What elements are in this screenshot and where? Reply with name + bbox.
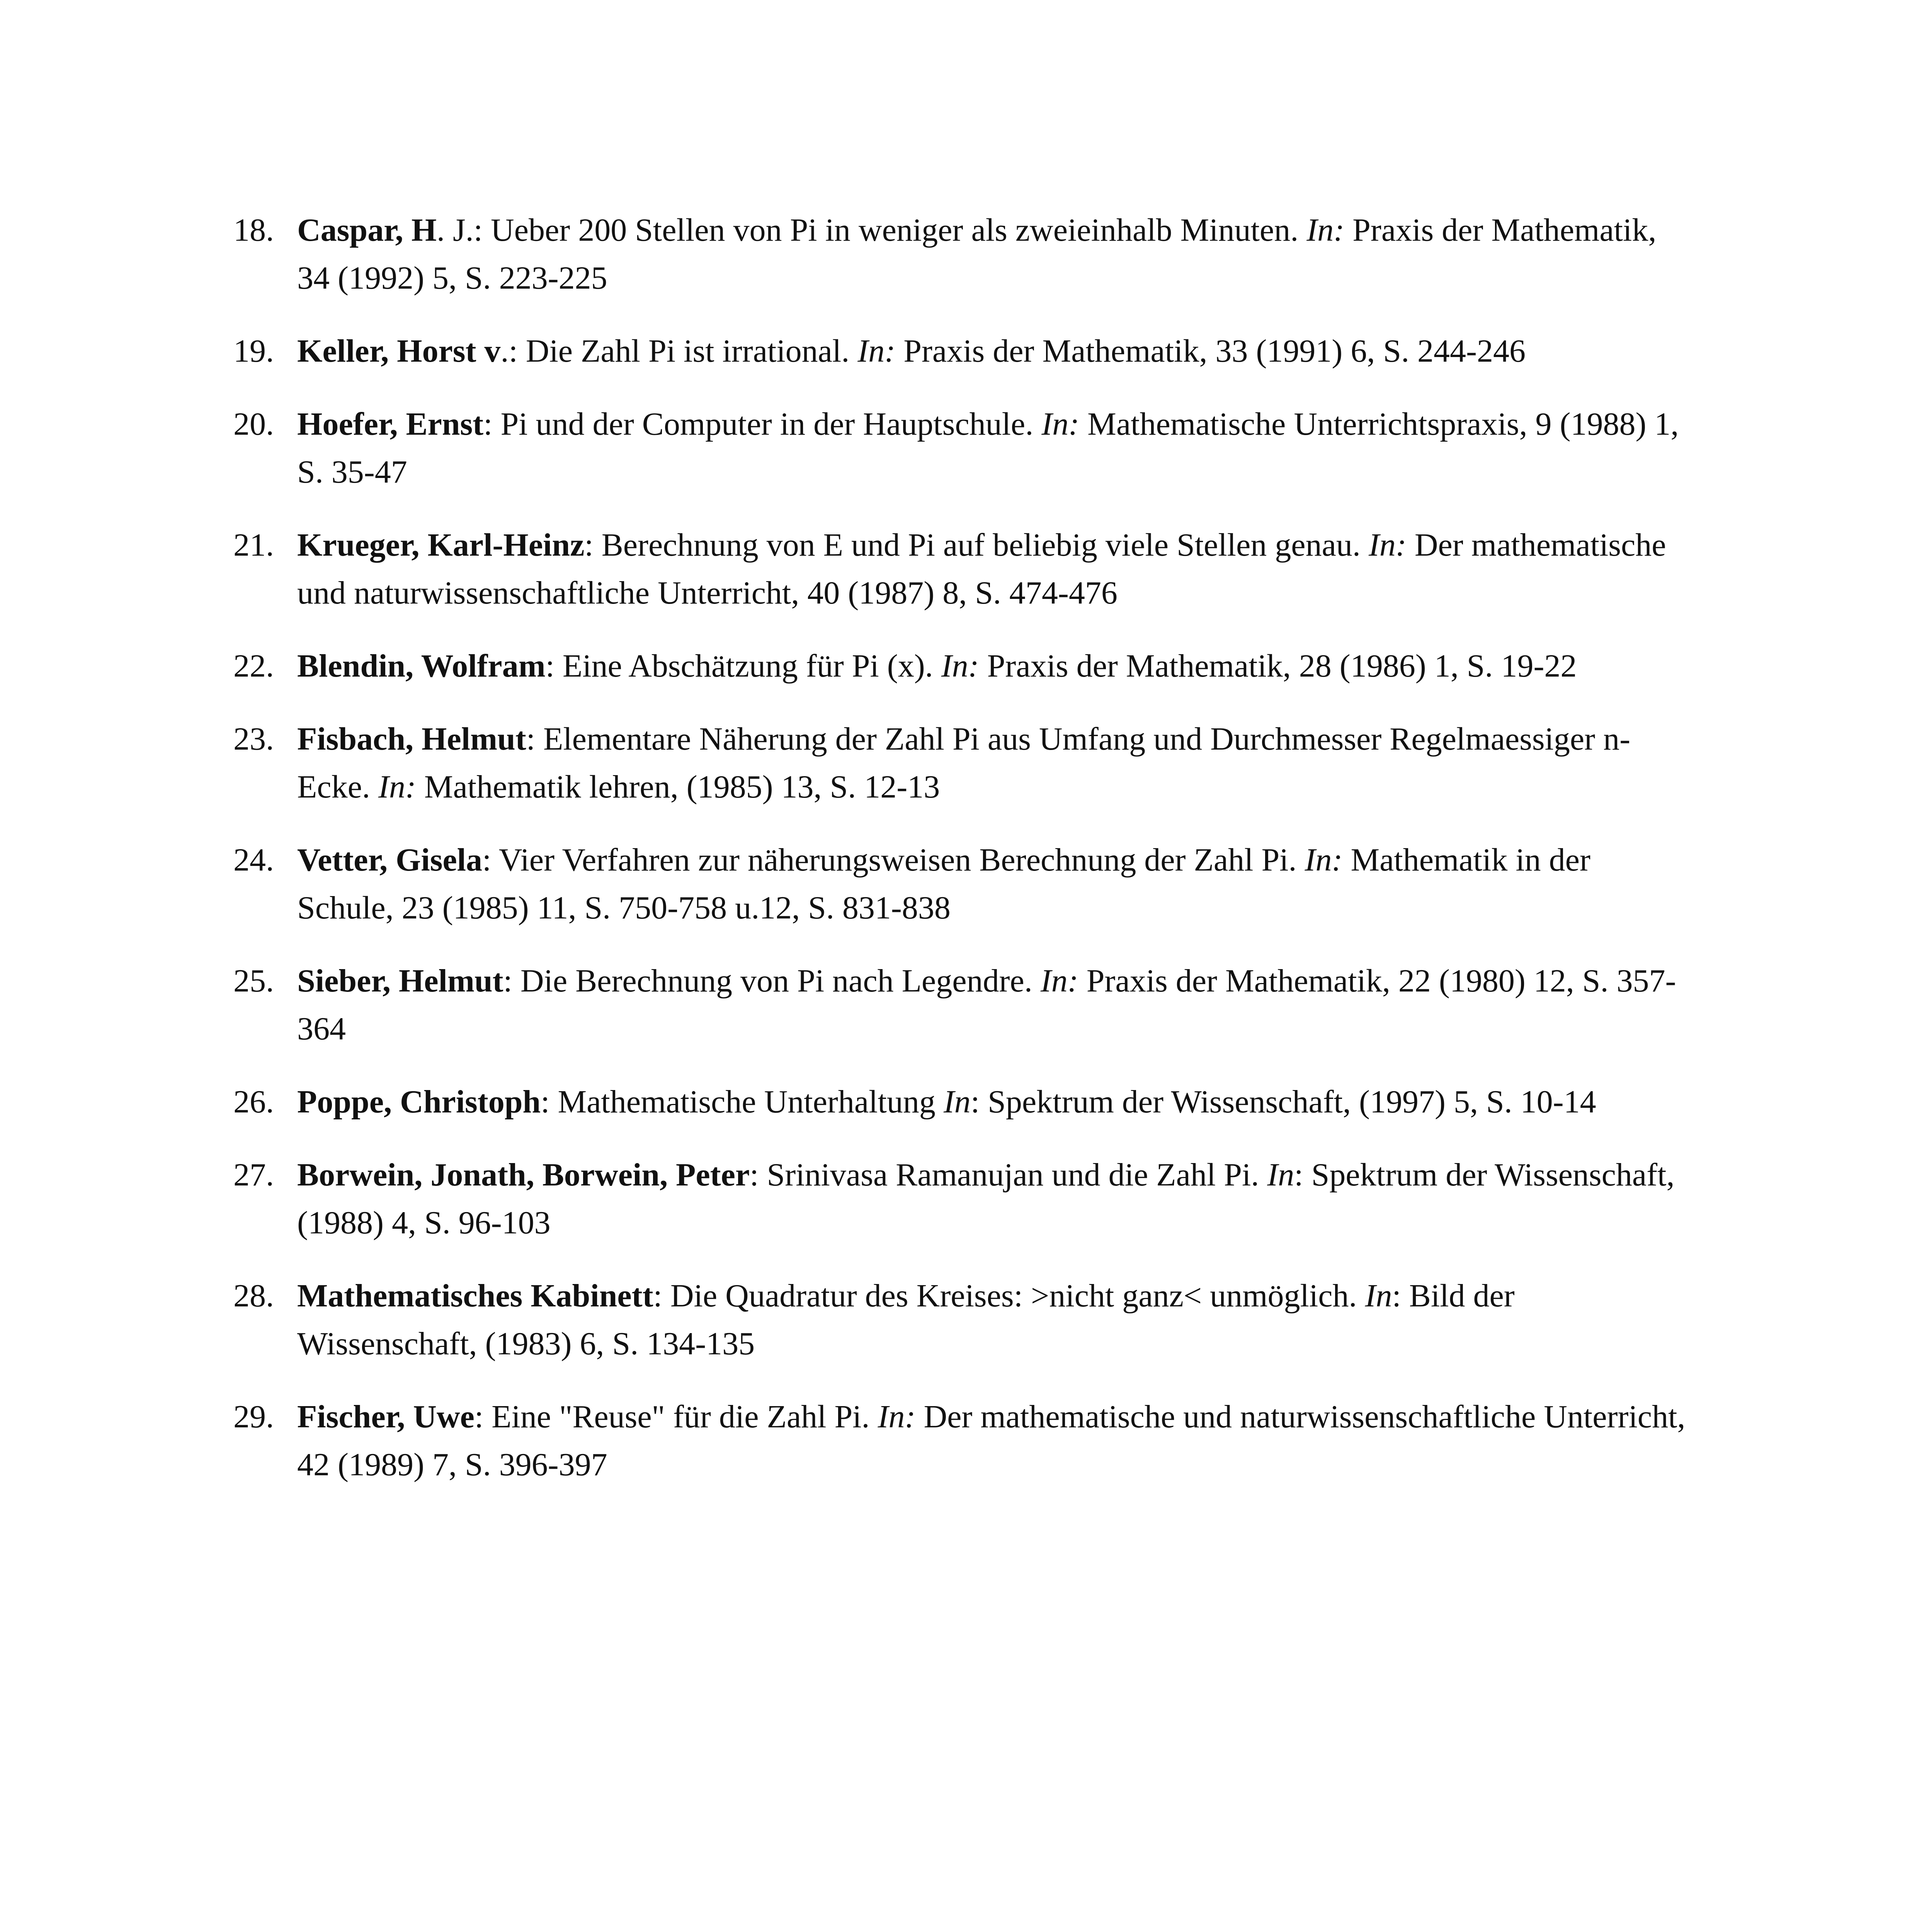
reference-title: . J.: Ueber 200 Stellen von Pi in weniger als zweieinhalb Minuten. bbox=[436, 212, 1307, 248]
reference-item bbox=[233, 715, 1694, 811]
reference-author: Mathematisches Kabinett bbox=[297, 1278, 653, 1314]
reference-title: .: Die Zahl Pi ist irrational. bbox=[500, 333, 858, 369]
reference-number: 18. bbox=[233, 212, 274, 248]
reference-source: : Spektrum der Wissenschaft, (1988) 4, S. 96-103 bbox=[297, 1157, 1675, 1241]
reference-list bbox=[233, 206, 1694, 1514]
reference-title: : Eine "Reuse" für die Zahl Pi. bbox=[474, 1399, 878, 1435]
reference-item bbox=[233, 400, 1694, 496]
reference-source: : Bild der Wissenschaft, (1983) 6, S. 134-135 bbox=[297, 1278, 1515, 1362]
reference-author: Hoefer, Ernst bbox=[297, 406, 484, 442]
reference-in-label: In: bbox=[878, 1399, 916, 1435]
reference-number: 26. bbox=[233, 1084, 274, 1120]
reference-title: : Mathematische Unterhaltung bbox=[541, 1084, 944, 1120]
reference-item bbox=[233, 1078, 1694, 1126]
reference-title: : Die Quadratur des Kreises: >nicht ganz< unmöglich. bbox=[653, 1278, 1365, 1314]
reference-item bbox=[233, 957, 1694, 1053]
reference-number: 29. bbox=[233, 1399, 274, 1435]
reference-author: Borwein, Jonath, Borwein, Peter bbox=[297, 1157, 750, 1193]
reference-item bbox=[233, 327, 1694, 375]
reference-title: : Berechnung von E und Pi auf beliebig viele Stellen genau. bbox=[584, 527, 1369, 563]
reference-item bbox=[233, 206, 1694, 302]
reference-title: : Elementare Näherung der Zahl Pi aus Umfang und Durchmesser Regelmaessiger n-Ecke. bbox=[297, 721, 1631, 805]
reference-title: : Die Berechnung von Pi nach Legendre. bbox=[503, 963, 1041, 999]
reference-number: 22. bbox=[233, 648, 274, 684]
reference-source: Mathematik in der Schule, 23 (1985) 11, S. 750-758 u.12, S. 831-838 bbox=[297, 842, 1590, 926]
reference-in-label: In bbox=[943, 1084, 971, 1120]
reference-title: : Srinivasa Ramanujan und die Zahl Pi. bbox=[750, 1157, 1267, 1193]
reference-item bbox=[233, 1151, 1694, 1247]
reference-author: Vetter, Gisela bbox=[297, 842, 483, 878]
reference-number: 23. bbox=[233, 721, 274, 757]
reference-in-label: In: bbox=[857, 333, 896, 369]
reference-item bbox=[233, 521, 1694, 617]
reference-in-label: In: bbox=[1306, 212, 1345, 248]
reference-in-label: In: bbox=[378, 769, 416, 805]
reference-in-label: In bbox=[1267, 1157, 1294, 1193]
reference-author: Fisbach, Helmut bbox=[297, 721, 526, 757]
reference-number: 20. bbox=[233, 406, 274, 442]
reference-source: : Spektrum der Wissenschaft, (1997) 5, S. 10-14 bbox=[970, 1084, 1596, 1120]
reference-in-label: In bbox=[1365, 1278, 1392, 1314]
reference-in-label: In: bbox=[1040, 963, 1078, 999]
reference-author: Keller, Horst v bbox=[297, 333, 501, 369]
reference-source: Praxis der Mathematik, 34 (1992) 5, S. 223-225 bbox=[297, 212, 1657, 296]
reference-number: 19. bbox=[233, 333, 274, 369]
reference-source: Praxis der Mathematik, 28 (1986) 1, S. 19-22 bbox=[979, 648, 1577, 684]
reference-source: Praxis der Mathematik, 22 (1980) 12, S. 357-364 bbox=[297, 963, 1676, 1047]
reference-title: : Eine Abschätzung für Pi (x). bbox=[545, 648, 941, 684]
reference-number: 27. bbox=[233, 1157, 274, 1193]
reference-author: Sieber, Helmut bbox=[297, 963, 503, 999]
reference-item bbox=[233, 836, 1694, 932]
reference-source: Mathematik lehren, (1985) 13, S. 12-13 bbox=[416, 769, 940, 805]
reference-item bbox=[233, 1272, 1694, 1368]
reference-number: 24. bbox=[233, 842, 274, 878]
reference-source: Der mathematische und naturwissenschaftliche Unterricht, 40 (1987) 8, S. 474-476 bbox=[297, 527, 1666, 611]
reference-in-label: In: bbox=[1041, 406, 1080, 442]
reference-author: Krueger, Karl-Heinz bbox=[297, 527, 585, 563]
reference-number: 21. bbox=[233, 527, 274, 563]
reference-source: Der mathematische und naturwissenschaftliche Unterricht, 42 (1989) 7, S. 396-397 bbox=[297, 1399, 1686, 1483]
reference-in-label: In: bbox=[1368, 527, 1407, 563]
reference-in-label: In: bbox=[1305, 842, 1343, 878]
reference-title: : Pi und der Computer in der Hauptschule. bbox=[483, 406, 1042, 442]
reference-in-label: In: bbox=[941, 648, 979, 684]
reference-title: : Vier Verfahren zur näherungsweisen Berechnung der Zahl Pi. bbox=[482, 842, 1305, 878]
reference-author: Blendin, Wolfram bbox=[297, 648, 546, 684]
reference-author: Poppe, Christoph bbox=[297, 1084, 541, 1120]
reference-number: 25. bbox=[233, 963, 274, 999]
reference-number: 28. bbox=[233, 1278, 274, 1314]
reference-item bbox=[233, 642, 1694, 690]
reference-source: Praxis der Mathematik, 33 (1991) 6, S. 244-246 bbox=[895, 333, 1526, 369]
reference-item bbox=[233, 1393, 1694, 1489]
reference-source: Mathematische Unterrichtspraxis, 9 (1988) 1, S. 35-47 bbox=[297, 406, 1679, 490]
reference-author: Fischer, Uwe bbox=[297, 1399, 475, 1435]
reference-author: Caspar, H bbox=[297, 212, 437, 248]
